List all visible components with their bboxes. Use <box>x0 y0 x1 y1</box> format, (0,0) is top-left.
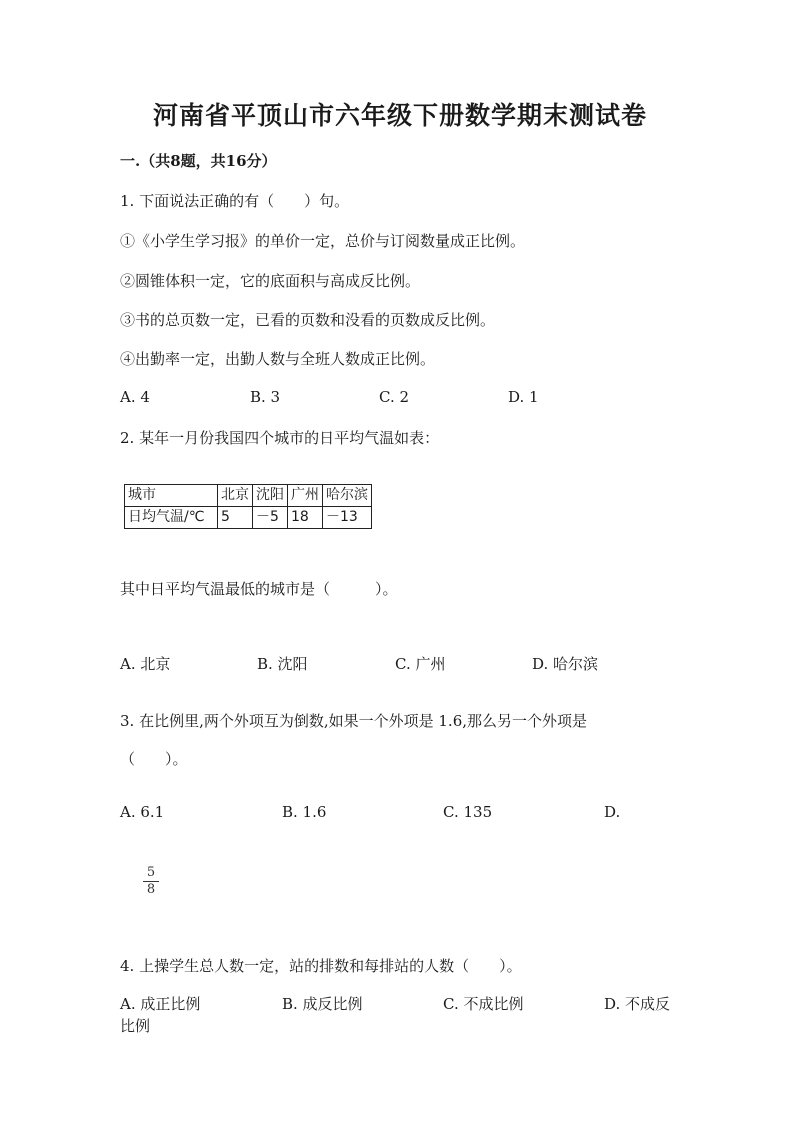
question-3-stem-continued: （ ）。 <box>120 750 188 768</box>
fraction-five-eighths <box>143 866 159 897</box>
question-2-option-c: C. 广州 <box>395 655 446 673</box>
question-3-option-c: C. 135 <box>443 803 493 821</box>
table-cell: －5 <box>253 507 288 529</box>
question-2-option-a: A. 北京 <box>120 655 171 673</box>
question-3-option-b: B. 1.6 <box>282 803 327 821</box>
question-1-stem: 1. 下面说法正确的有（ ）句。 <box>120 192 350 210</box>
question-4-option-d-wrap: 比例 <box>120 1017 151 1035</box>
question-1-option-a: A. 4 <box>120 388 150 406</box>
question-1-option-c: C. 2 <box>379 388 410 406</box>
question-1-statement-2: ②圆锥体积一定，它的底面积与高成反比例。 <box>120 272 421 290</box>
temperature-table <box>124 484 372 529</box>
table-cell: 18 <box>288 507 323 529</box>
question-4-option-a: A. 成正比例 <box>120 995 201 1013</box>
question-4-option-b: B. 成反比例 <box>282 995 363 1013</box>
question-3-option-d: D. <box>604 803 621 821</box>
table-cell: 城市 <box>125 485 218 507</box>
question-3-stem: 3. 在比例里,两个外项互为倒数,如果一个外项是 1.6,那么另一个外项是 <box>120 712 588 730</box>
question-1-statement-4: ④出勤率一定，出勤人数与全班人数成正比例。 <box>120 350 436 368</box>
table-cell: 日均气温/℃ <box>125 507 218 529</box>
fraction-denominator: 8 <box>146 882 156 897</box>
question-2-question: 其中日平均气温最低的城市是（ ）。 <box>120 580 398 598</box>
table-cell: 广州 <box>288 485 323 507</box>
question-2-stem: 2. 某年一月份我国四个城市的日平均气温如表： <box>120 429 440 447</box>
question-1-option-d: D. 1 <box>508 388 539 406</box>
question-4-stem: 4. 上操学生总人数一定，站的排数和每排站的人数（ ）。 <box>120 957 522 975</box>
question-3-option-a: A. 6.1 <box>120 803 165 821</box>
question-2-option-d: D. 哈尔滨 <box>532 655 599 673</box>
table-cell: 哈尔滨 <box>323 485 372 507</box>
table-cell: －13 <box>323 507 372 529</box>
section-heading: 一.（共8题，共16分） <box>120 152 277 170</box>
question-1-statement-1: ①《小学生学习报》的单价一定，总价与订阅数量成正比例。 <box>120 232 526 250</box>
table-cell: 北京 <box>218 485 253 507</box>
table-cell: 5 <box>218 507 253 529</box>
table-header-row <box>125 485 372 507</box>
table-cell: 沈阳 <box>253 485 288 507</box>
fraction-numerator: 5 <box>146 865 156 880</box>
table-row <box>125 507 372 529</box>
question-1-option-b: B. 3 <box>250 388 281 406</box>
question-4-option-c: C. 不成比例 <box>443 995 524 1013</box>
question-4-option-d: D. 不成反 <box>604 995 671 1013</box>
question-1-statement-3: ③书的总页数一定，已看的页数和没看的页数成反比例。 <box>120 311 496 329</box>
page-title: 河南省平顶山市六年级下册数学期末测试卷 <box>152 101 647 130</box>
question-2-option-b: B. 沈阳 <box>257 655 308 673</box>
